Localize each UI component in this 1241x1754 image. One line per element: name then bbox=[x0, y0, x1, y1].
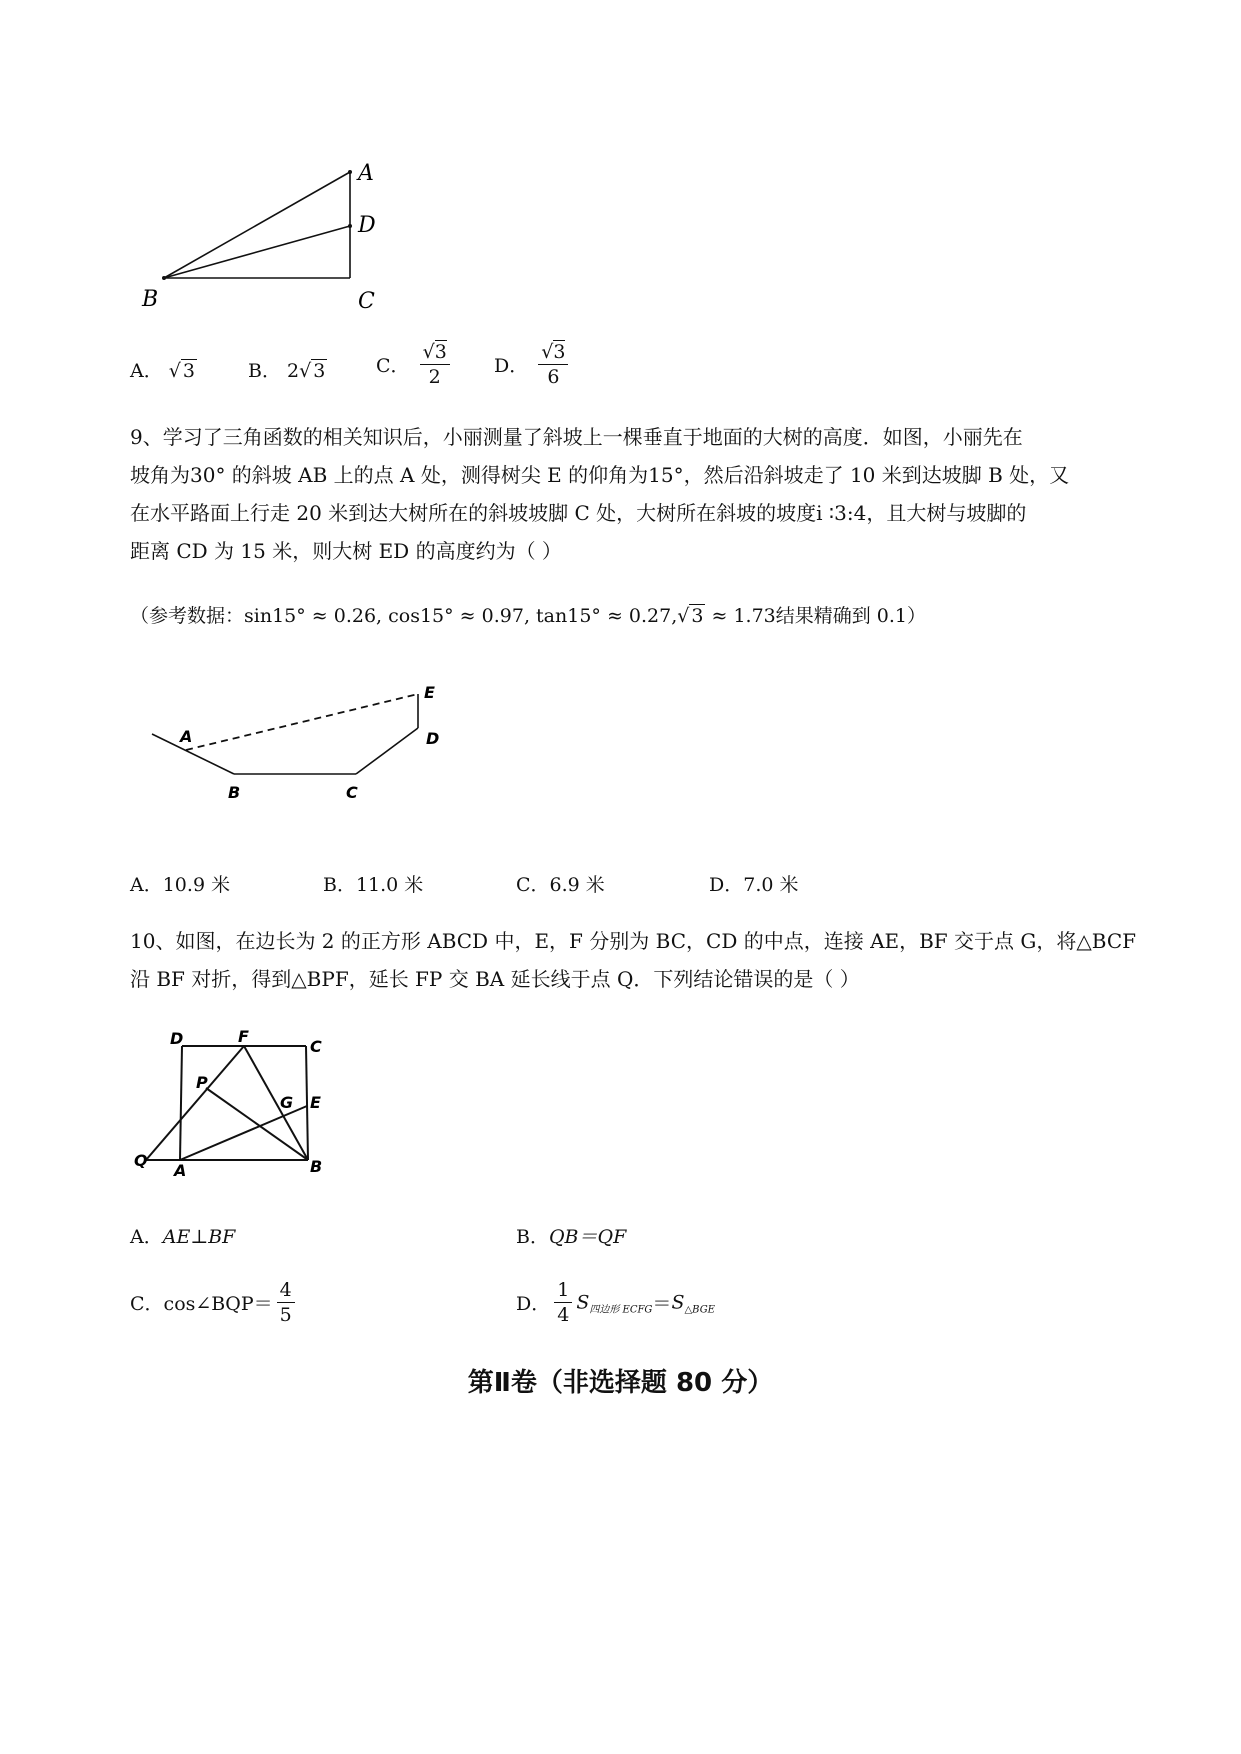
q9-label-a: A bbox=[180, 727, 193, 746]
q8-label-c: C bbox=[358, 289, 375, 314]
q10-label-b: B bbox=[310, 1157, 323, 1176]
q9-label-d: D bbox=[426, 729, 440, 748]
q9-line-4: 距离 CD 为 15 米，则大树 ED 的高度约为（ ） bbox=[130, 539, 562, 563]
q9-option-c: C．6.9 米 bbox=[516, 874, 605, 896]
q10-label-g: G bbox=[280, 1093, 294, 1112]
q8-line-bd bbox=[164, 226, 350, 278]
q9-option-d: D．7.0 米 bbox=[709, 874, 799, 896]
q10-question-text bbox=[130, 922, 1136, 998]
q9-slope-figure bbox=[140, 680, 470, 840]
q9-option-b: B．11.0 米 bbox=[323, 874, 424, 896]
q9-label-b: B bbox=[228, 783, 241, 802]
q9-question-text bbox=[130, 418, 1069, 570]
q9-line-ae-sight bbox=[186, 694, 418, 750]
sqrt-3: √ 3 bbox=[168, 360, 195, 382]
q9-line-cd bbox=[356, 728, 418, 774]
q10-line-1: 10、如图，在边长为 2 的正方形 ABCD 中，E，F 分别为 BC，CD 的中点，连接 AE，BF 交于点 G，将△BCF bbox=[130, 929, 1137, 953]
q8-line-ba bbox=[164, 172, 350, 278]
q9-line-1: 9、学习了三角函数的相关知识后，小丽测量了斜坡上一棵垂直于地面的大树的高度．如图，小丽先在 bbox=[130, 425, 1023, 449]
q9-option-a: A．10.9 米 bbox=[130, 874, 231, 896]
q10-line-da bbox=[180, 1046, 182, 1160]
q8-option-b: B． 2√ 3 bbox=[248, 360, 326, 382]
q9-line-3: 在水平路面上行走 20 米到达大树所在的斜坡坡脚 C 处，大树所在斜坡的坡度i ∶3:4，且大树与坡脚的 bbox=[130, 501, 1027, 525]
q10-label-e: E bbox=[310, 1093, 321, 1112]
q10-line-cb bbox=[306, 1046, 308, 1160]
q10-option-a: A．AE⊥BF bbox=[130, 1226, 236, 1248]
q9-line-slope-ab bbox=[152, 734, 234, 774]
q10-label-q: Q bbox=[134, 1151, 148, 1170]
q10-line-2: 沿 BF 对折，得到△BPF，延长 FP 交 BA 延长线于点 Q．下列结论错误的是（ ） bbox=[130, 967, 860, 991]
q9-reference-data: （参考数据：sin15° ≈ 0.26, cos15° ≈ 0.97, tan15° ≈ 0.27,√ 3 ≈ 1.73结果精确到 0.1） bbox=[130, 605, 927, 627]
q10-label-f: F bbox=[238, 1027, 249, 1046]
q8-label-a: A bbox=[358, 161, 374, 186]
q8-option-a: A． √ 3 bbox=[130, 360, 195, 382]
q8-triangle-figure bbox=[140, 160, 420, 350]
q10-line-qf bbox=[146, 1046, 244, 1160]
q10-line-fb bbox=[244, 1046, 308, 1160]
q10-label-a: A bbox=[174, 1161, 187, 1180]
q10-option-b: B．QB＝QF bbox=[516, 1226, 627, 1248]
q10-label-p: P bbox=[196, 1073, 208, 1092]
q10-option-c: C．cos∠BQP＝ $\frac{4}{5}$ bbox=[130, 1278, 299, 1327]
q8-option-c: C． $\frac{√3}{2}$ bbox=[376, 340, 454, 389]
q9-label-c: C bbox=[346, 783, 358, 802]
section-title: 第Ⅱ卷（非选择题 80 分） bbox=[467, 1368, 774, 1398]
q10-label-d: D bbox=[170, 1029, 184, 1048]
q10-square-figure bbox=[130, 1024, 360, 1184]
q10-label-c: C bbox=[310, 1037, 322, 1056]
q9-line-2: 坡角为30° 的斜坡 AB 上的点 A 处，测得树尖 E 的仰角为15°，然后沿斜坡走了 10 米到达坡脚 B 处，又 bbox=[130, 463, 1070, 487]
q9-label-e: E bbox=[424, 683, 435, 702]
q8-label-d: D bbox=[358, 213, 376, 238]
q8-label-b: B bbox=[142, 287, 159, 312]
q8-option-d: D． $\frac{√3}{6}$ bbox=[494, 340, 572, 389]
q10-option-d: D． $\frac{1}{4}$ $S_{四边形 ECFG}=S_{\triangle BGE}$ bbox=[516, 1279, 715, 1326]
